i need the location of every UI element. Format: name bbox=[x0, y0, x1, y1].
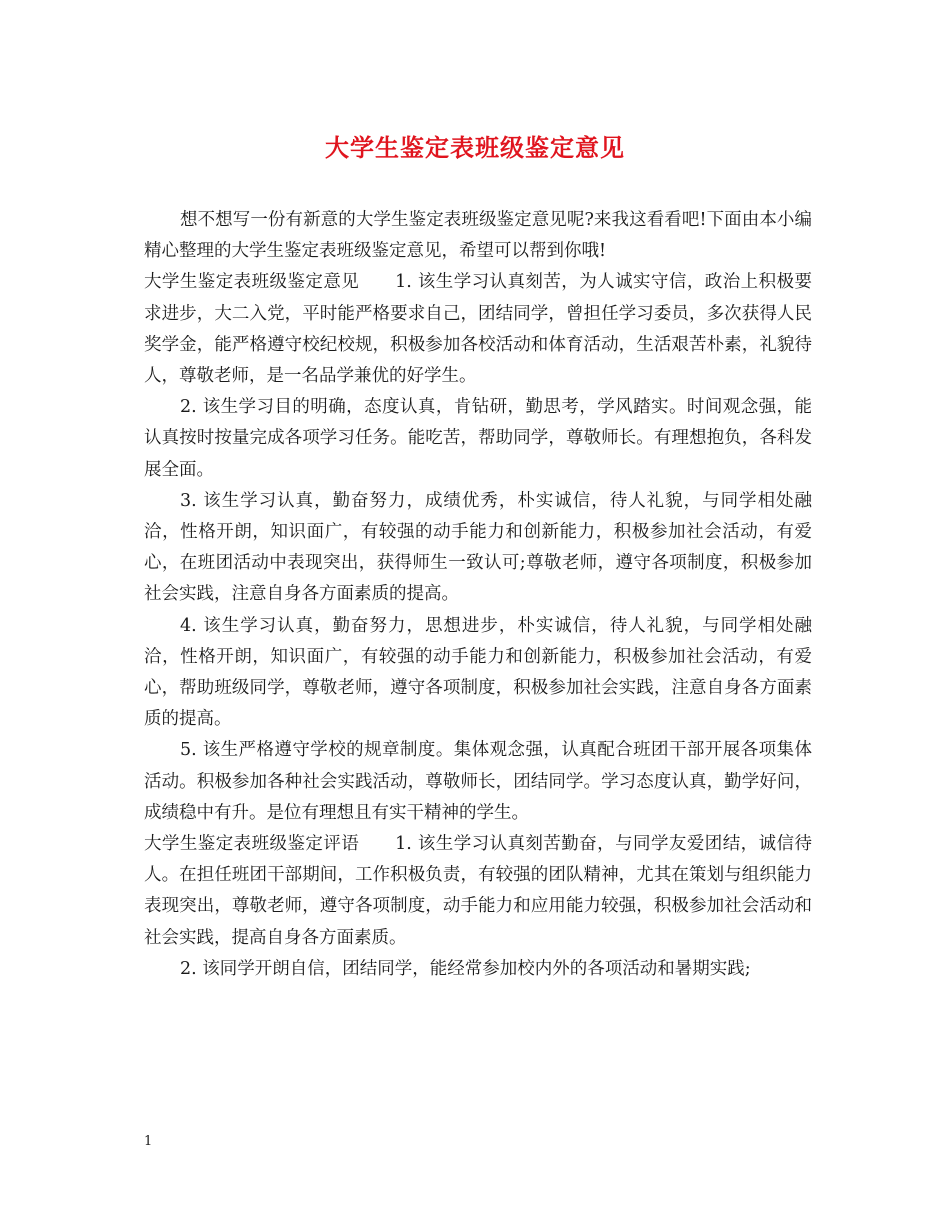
paragraph-comment-1: 大学生鉴定表班级鉴定评语 1. 该生学习认真刻苦勤奋，与同学友爱团结，诚信待人。在担任班团干部期间，工作积极负责，有较强的团队精神，尤其在策划与组织能力表现突出，尊敬老师，遵守各项制度，动手能力和应用能力较强，积极参加社会活动和社会实践，提高自身各方面素质。 bbox=[144, 834, 812, 948]
paragraph-opinion-4: 4. 该生学习认真，勤奋努力，思想进步，朴实诚信，待人礼貌，与同学相处融洽，性格开朗，知识面广，有较强的动手能力和创新能力，积极参加社会活动，有爱心，帮助班级同学，尊敬老师，遵守各项制度，积极参加社会实践，注意自身各方面素质的提高。 bbox=[144, 615, 812, 730]
paragraph-comment-2: 2. 该同学开朗自信，团结同学，能经常参加校内外的各项活动和暑期实践; bbox=[180, 958, 751, 979]
document-body bbox=[144, 205, 812, 985]
paragraph-intro: 想不想写一份有新意的大学生鉴定表班级鉴定意见呢?来我这看看吧!下面由本小编精心整理的大学生鉴定表班级鉴定意见，希望可以帮到你哦! bbox=[144, 210, 812, 262]
paragraph-opinion-5: 5. 该生严格遵守学校的规章制度。集体观念强，认真配合班团干部开展各项集体活动。积极参加各种社会实践活动，尊敬师长，团结同学。学习态度认真，勤学好问，成绩稳中有升。是位有理想且有实干精神的学生。 bbox=[144, 740, 812, 823]
paragraph-opinion-1: 大学生鉴定表班级鉴定意见 1. 该生学习认真刻苦，为人诚实守信，政治上积极要求进步，大二入党，平时能严格要求自己，团结同学，曾担任学习委员，多次获得人民奖学金，能严格遵守校纪校规，积极参加各校活动和体育活动，生活艰苦朴素，礼貌待人，尊敬老师，是一名品学兼优的好学生。 bbox=[144, 272, 812, 387]
paragraph-opinion-3: 3. 该生学习认真，勤奋努力，成绩优秀，朴实诚信，待人礼貌，与同学相处融洽，性格开朗，知识面广，有较强的动手能力和创新能力，积极参加社会活动，有爱心，在班团活动中表现突出，获得师生一致认可;尊敬老师，遵守各项制度，积极参加社会实践，注意自身各方面素质的提高。 bbox=[144, 490, 812, 605]
paragraph-opinion-2: 2. 该生学习目的明确，态度认真，肯钻研，勤思考，学风踏实。时间观念强，能认真按时按量完成各项学习任务。能吃苦，帮助同学，尊敬师长。有理想抱负，各科发展全面。 bbox=[144, 397, 812, 480]
document-title: 大学生鉴定表班级鉴定意见 bbox=[325, 133, 625, 162]
page-number: 1 bbox=[144, 1134, 153, 1149]
